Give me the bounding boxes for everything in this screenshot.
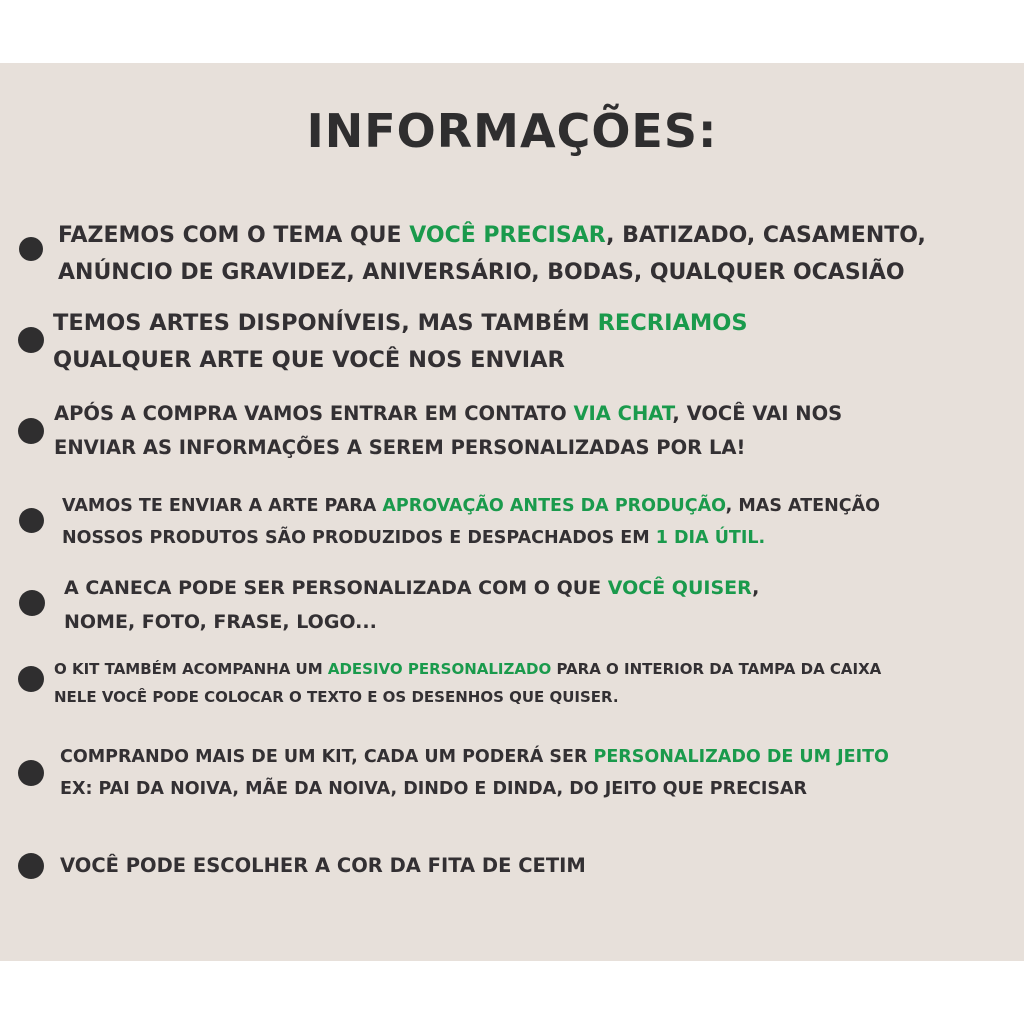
info-item-adesivo bbox=[54, 655, 881, 711]
highlight-text: APROVAÇÃO ANTES DA PRODUÇÃO bbox=[382, 496, 726, 516]
info-item-chat bbox=[54, 397, 842, 465]
info-line: EX: PAI DA NOIVA, MÃE DA NOIVA, DINDO E DINDA, DO JEITO QUE PRECISAR bbox=[60, 779, 808, 799]
info-panel bbox=[0, 63, 1024, 961]
highlight-text: VOCÊ PRECISAR bbox=[409, 223, 607, 248]
bullet-icon bbox=[18, 666, 44, 692]
info-line: O KIT TAMBÉM ACOMPANHA UM ADESIVO PERSONALIZADO PARA O INTERIOR DA TAMPA DA CAIXA bbox=[54, 660, 882, 678]
highlight-text: ADESIVO PERSONALIZADO bbox=[327, 660, 552, 678]
bullet-icon bbox=[19, 508, 44, 533]
info-line: COMPRANDO MAIS DE UM KIT, CADA UM PODERÁ SER PERSONALIZADO DE UM JEITO bbox=[60, 747, 889, 767]
bullet-icon bbox=[18, 760, 44, 786]
info-line: APÓS A COMPRA VAMOS ENTRAR EM CONTATO VIA CHAT, VOCÊ VAI NOS bbox=[54, 402, 843, 425]
info-item-kits bbox=[60, 741, 889, 805]
info-item-theme bbox=[58, 217, 926, 291]
bullet-icon bbox=[18, 853, 44, 879]
info-item-fita bbox=[60, 849, 586, 883]
info-line: NELE VOCÊ PODE COLOCAR O TEXTO E OS DESENHOS QUE QUISER. bbox=[54, 688, 619, 706]
info-line: VOCÊ PODE ESCOLHER A COR DA FITA DE CETIM bbox=[60, 854, 586, 877]
highlight-text: 1 DIA ÚTIL. bbox=[655, 528, 766, 548]
info-item-caneca bbox=[64, 571, 759, 639]
highlight-text: RECRIAMOS bbox=[597, 310, 748, 336]
bullet-icon bbox=[19, 237, 43, 261]
info-line: TEMOS ARTES DISPONÍVEIS, MAS TAMBÉM RECRIAMOS bbox=[53, 310, 748, 336]
bullet-icon bbox=[18, 418, 44, 444]
page-title: INFORMAÇÕES: bbox=[306, 104, 718, 158]
info-line: A CANECA PODE SER PERSONALIZADA COM O QUE VOCÊ QUISER, bbox=[64, 577, 760, 599]
highlight-text: VIA CHAT bbox=[573, 402, 673, 425]
info-line: ANÚNCIO DE GRAVIDEZ, ANIVERSÁRIO, BODAS, QUALQUER OCASIÃO bbox=[58, 260, 905, 285]
info-line: ENVIAR AS INFORMAÇÕES A SEREM PERSONALIZADAS POR LA! bbox=[54, 436, 746, 459]
info-line: QUALQUER ARTE QUE VOCÊ NOS ENVIAR bbox=[53, 347, 565, 373]
highlight-text: PERSONALIZADO DE UM JEITO bbox=[593, 747, 889, 767]
highlight-text: VOCÊ QUISER bbox=[607, 577, 753, 599]
info-item-artes bbox=[53, 305, 748, 379]
info-line: NOSSOS PRODUTOS SÃO PRODUZIDOS E DESPACHADOS EM 1 DIA ÚTIL. bbox=[62, 528, 766, 548]
bullet-icon bbox=[19, 590, 45, 616]
info-line: FAZEMOS COM O TEMA QUE VOCÊ PRECISAR, BATIZADO, CASAMENTO, bbox=[58, 223, 926, 248]
info-item-aprovacao bbox=[62, 490, 880, 554]
info-line: NOME, FOTO, FRASE, LOGO... bbox=[64, 611, 377, 633]
info-line: VAMOS TE ENVIAR A ARTE PARA APROVAÇÃO ANTES DA PRODUÇÃO, MAS ATENÇÃO bbox=[62, 496, 881, 516]
bullet-icon bbox=[18, 327, 44, 353]
